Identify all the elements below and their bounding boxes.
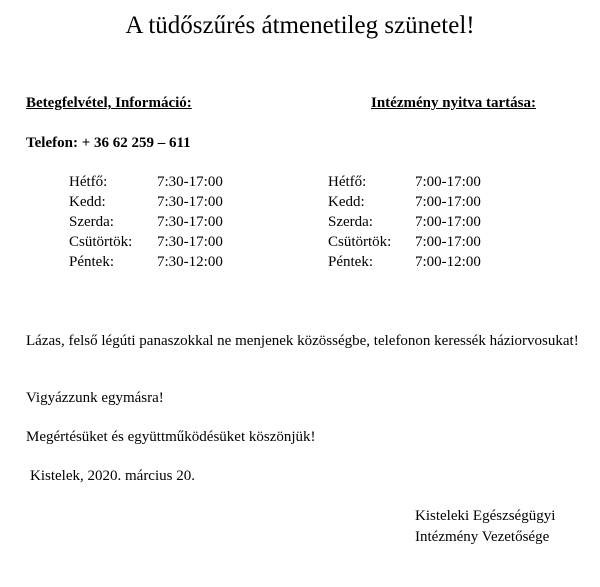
opening-row-friday <box>328 252 481 272</box>
day-label: Péntek: <box>69 254 114 270</box>
time-value: 7:30-17:00 <box>157 194 223 210</box>
day-label: Csütörtök: <box>69 234 133 250</box>
signature-line: Intézmény Vezetősége <box>415 529 550 545</box>
phone-number: Telefon: + 36 62 259 – 611 <box>26 135 191 151</box>
day-label: Kedd: <box>328 194 365 210</box>
opening-row-tuesday <box>328 192 481 212</box>
time-value: 7:00-17:00 <box>415 194 481 210</box>
time-value: 7:30-12:00 <box>157 254 223 270</box>
notice-title: A tüdőszűrés átmenetileg szünetel! <box>125 12 475 39</box>
time-value: 7:30-17:00 <box>157 174 223 190</box>
time-value: 7:00-17:00 <box>415 214 481 230</box>
reception-hours-table <box>69 172 223 272</box>
health-warning-text: Lázas, felső légúti panaszokkal ne menjenek közösségbe, telefonon keressék háziorvosukat! <box>26 333 579 349</box>
reception-row-tuesday <box>69 192 223 212</box>
time-value: 7:00-17:00 <box>415 234 481 250</box>
day-label: Szerda: <box>69 214 114 230</box>
day-label: Hétfő: <box>328 174 367 190</box>
reception-heading: Betegfelvétel, Információ: <box>26 95 192 111</box>
opening-hours-heading: Intézmény nyitva tartása: <box>371 95 536 111</box>
time-value: 7:30-17:00 <box>157 214 223 230</box>
place-and-date: Kistelek, 2020. március 20. <box>30 468 195 484</box>
day-label: Szerda: <box>328 214 373 230</box>
opening-row-monday <box>328 172 481 192</box>
time-value: 7:30-17:00 <box>157 234 223 250</box>
opening-row-wednesday <box>328 212 481 232</box>
day-label: Péntek: <box>328 254 373 270</box>
time-value: 7:00-17:00 <box>415 174 481 190</box>
thanks-message: Megértésüket és együttműködésüket köszönjük! <box>26 429 316 445</box>
signature-line: Kisteleki Egészségügyi <box>415 508 556 524</box>
day-label: Csütörtök: <box>328 234 392 250</box>
opening-hours-table <box>328 172 481 272</box>
reception-row-monday <box>69 172 223 192</box>
opening-row-thursday <box>328 232 481 252</box>
day-label: Hétfő: <box>69 174 108 190</box>
signature-block <box>415 506 555 548</box>
reception-row-thursday <box>69 232 223 252</box>
reception-row-friday <box>69 252 223 272</box>
reception-row-wednesday <box>69 212 223 232</box>
care-message: Vigyázzunk egymásra! <box>26 390 164 406</box>
day-label: Kedd: <box>69 194 106 210</box>
time-value: 7:00-12:00 <box>415 254 481 270</box>
